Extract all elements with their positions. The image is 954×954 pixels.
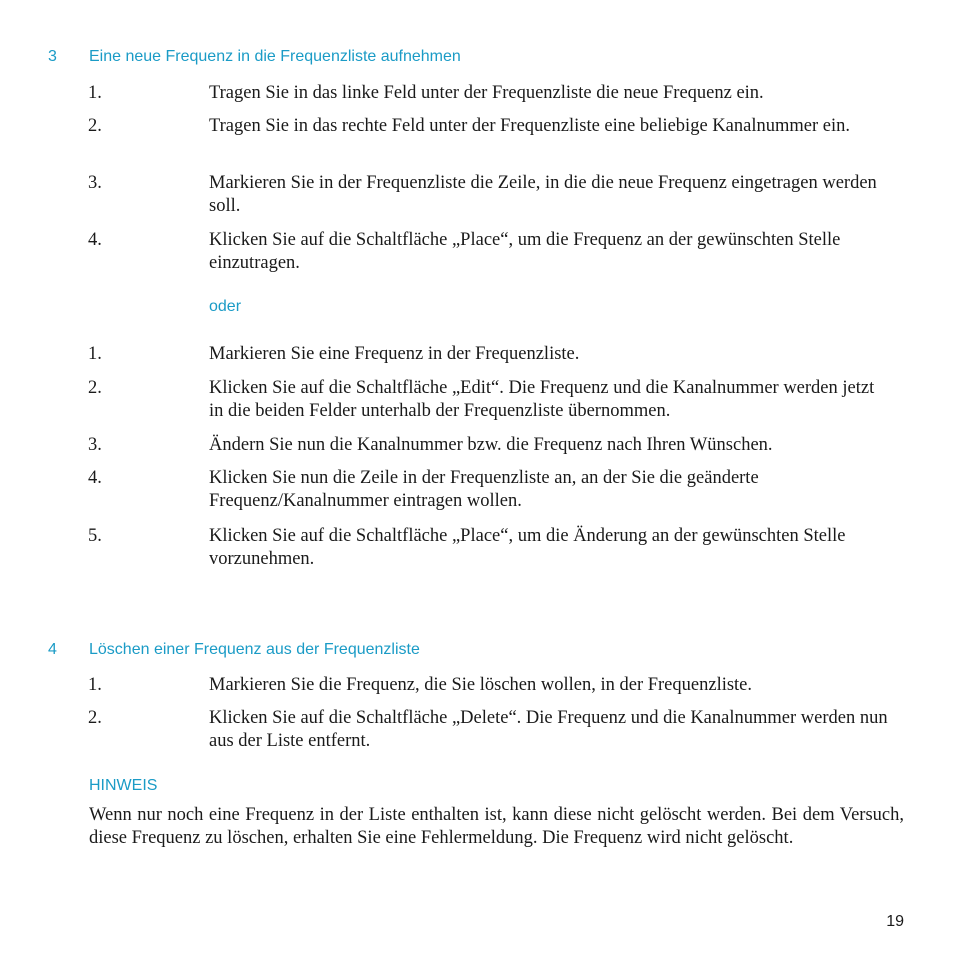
step-number: 1. xyxy=(88,675,102,695)
step-number: 2. xyxy=(88,378,102,398)
oder-label: oder xyxy=(209,298,242,315)
step-number: 1. xyxy=(88,344,102,364)
note-text: Wenn nur noch eine Frequenz in der Liste enthalten ist, kann diese nicht gelöscht werden. Bei dem Versuch, diese Frequenz zu löschen, erhalten Sie eine Fehlermeldung. Die Frequenz wird nicht gelöscht. xyxy=(89,805,904,848)
step-number: 4. xyxy=(88,468,102,488)
step-number: 1. xyxy=(88,83,102,103)
section-3-heading xyxy=(48,48,461,66)
step-text: Klicken Sie auf die Schaltfläche „Delete“. Die Frequenz und die Kanalnummer werden nun aus der Liste entfernt. xyxy=(209,708,888,751)
step-text: Klicken Sie auf die Schaltfläche „Edit“. Die Frequenz und die Kanalnummer werden jetzt in die beiden Felder unterhalb der Frequenzliste übernommen. xyxy=(209,378,875,421)
step-number: 5. xyxy=(88,526,102,546)
section-title: Eine neue Frequenz in die Frequenzliste aufnehmen xyxy=(89,48,461,65)
step-number: 2. xyxy=(88,116,102,136)
note-title: HINWEIS xyxy=(89,777,158,794)
step-number: 2. xyxy=(88,708,102,728)
step-text: Tragen Sie in das linke Feld unter der Frequenzliste die neue Frequenz ein. xyxy=(209,83,764,103)
page-number: 19 xyxy=(886,913,904,930)
step-number: 3. xyxy=(88,435,102,455)
step-text: Markieren Sie in der Frequenzliste die Zeile, in die die neue Frequenz eingetragen werden soll. xyxy=(209,173,877,216)
section-number: 4 xyxy=(48,641,57,658)
section-number: 3 xyxy=(48,48,57,65)
step-number: 4. xyxy=(88,230,102,250)
step-text: Ändern Sie nun die Kanalnummer bzw. die Frequenz nach Ihren Wünschen. xyxy=(209,435,773,455)
section-title: Löschen einer Frequenz aus der Frequenzliste xyxy=(89,641,420,658)
step-text: Klicken Sie auf die Schaltfläche „Place“, um die Frequenz an der gewünschten Stelle einzutragen. xyxy=(209,230,841,273)
step-text: Tragen Sie in das rechte Feld unter der Frequenzliste eine beliebige Kanalnummer ein. xyxy=(209,116,850,136)
step-text: Markieren Sie eine Frequenz in der Frequenzliste. xyxy=(209,344,580,364)
step-text: Markieren Sie die Frequenz, die Sie löschen wollen, in der Frequenzliste. xyxy=(209,675,753,695)
step-text: Klicken Sie nun die Zeile in der Frequenzliste an, an der Sie die geänderte Frequenz/Kanalnummer eintragen wollen. xyxy=(209,468,759,511)
section-4-heading xyxy=(48,641,420,659)
step-number: 3. xyxy=(88,173,102,193)
step-text: Klicken Sie auf die Schaltfläche „Place“, um die Änderung an der gewünschten Stelle vorzunehmen. xyxy=(209,526,846,569)
